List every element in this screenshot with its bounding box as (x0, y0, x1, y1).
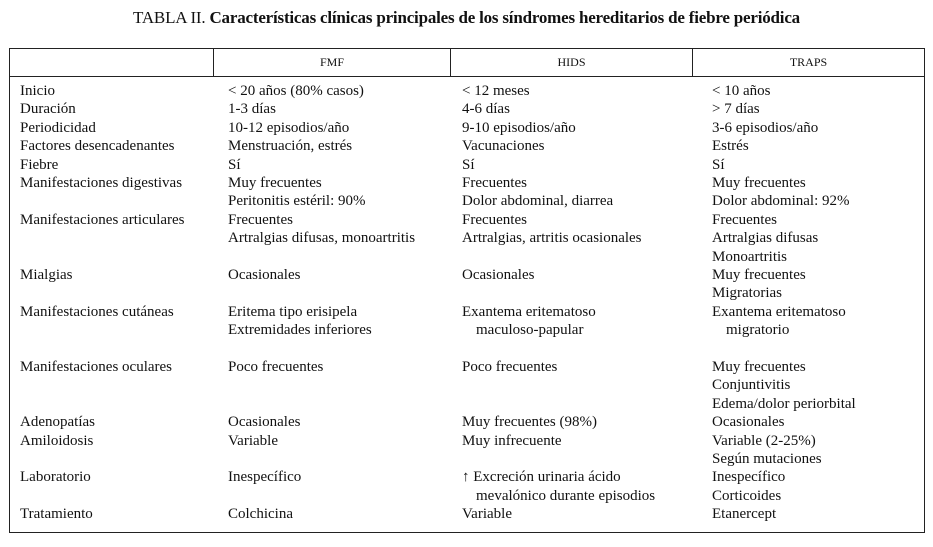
cell-line: Frecuentes (228, 211, 293, 228)
cell-traps (712, 505, 776, 523)
cell-line: Muy frecuentes (712, 174, 806, 191)
row-label-text: Manifestaciones articulares (20, 211, 185, 228)
cell-line: Muy frecuentes (228, 174, 322, 191)
row-label-text: Duración (20, 101, 76, 118)
row-label-text: Mialgias (20, 266, 73, 283)
cell-line: Conjuntivitis (712, 377, 791, 394)
row-label (20, 303, 174, 321)
cell-hids (462, 119, 576, 137)
table-row (10, 137, 924, 155)
cell-line: migratorio (726, 322, 790, 339)
cell-line: Ocasionales (462, 266, 535, 283)
table-row (10, 432, 924, 469)
cell-line: 10-12 episodios/año (228, 119, 350, 136)
cell-fmf (228, 413, 300, 431)
cell-line: Sí (462, 156, 475, 173)
row-label-text: Periodicidad (20, 119, 96, 136)
cell-hids (462, 358, 557, 376)
cell-line: < 20 años (80% casos) (228, 83, 364, 99)
cell-line: Variable (2-25%) (712, 432, 816, 449)
row-label-text: Inicio (20, 83, 55, 99)
cell-traps (712, 100, 760, 118)
cell-hids (462, 174, 613, 211)
cell-line: Menstruación, estrés (228, 138, 353, 155)
table-row (10, 468, 924, 505)
cell-line: Artralgias, artritis ocasionales (462, 230, 642, 247)
cell-line: ↑ Excreción urinaria ácido (462, 469, 621, 486)
cell-line: Variable (462, 506, 512, 523)
cell-traps (712, 119, 818, 137)
cell-line: Muy frecuentes (712, 358, 806, 375)
row-label (20, 358, 172, 376)
cell-traps (712, 413, 784, 431)
cell-line: Poco frecuentes (228, 358, 324, 375)
cell-fmf (228, 505, 293, 523)
row-label (20, 137, 175, 155)
table-header (10, 49, 924, 77)
cell-fmf (228, 137, 352, 155)
cell-hids (462, 505, 512, 523)
table-row (10, 174, 924, 211)
row-label-text: Amiloidosis (20, 432, 94, 449)
cell-line: Según mutaciones (712, 450, 822, 467)
cell-hids (462, 432, 562, 450)
table-row (10, 413, 924, 431)
cell-traps (712, 174, 849, 211)
table-row (10, 266, 924, 303)
cell-line: Etanercept (712, 506, 777, 523)
cell-hids (462, 156, 475, 174)
cell-line: Ocasionales (228, 266, 301, 283)
cell-line: Edema/dolor periorbital (712, 395, 856, 412)
cell-line: Exantema eritematoso (462, 303, 596, 320)
cell-fmf (228, 266, 300, 284)
cell-traps (712, 432, 822, 469)
cell-line: 1-3 días (228, 101, 276, 118)
cell-line: Variable (228, 432, 278, 449)
cell-line: Extremidades inferiores (228, 322, 372, 339)
header-fmf: FMF (319, 55, 345, 69)
header-traps: TRAPS (789, 55, 828, 69)
cell-fmf (228, 100, 276, 118)
cell-line: Ocasionales (228, 414, 301, 431)
cell-fmf (228, 358, 323, 376)
cell-fmf (228, 432, 278, 450)
cell-line: Poco frecuentes (462, 358, 558, 375)
cell-hids (462, 211, 642, 248)
cell-line: Vacunaciones (462, 138, 545, 155)
row-label-text: Manifestaciones cutáneas (20, 303, 174, 320)
cell-fmf (228, 468, 301, 486)
row-label-text: Laboratorio (20, 469, 91, 486)
table-title (0, 8, 933, 28)
cell-line: < 10 años (712, 83, 771, 99)
cell-line: Muy frecuentes (712, 266, 806, 283)
cell-hids (462, 100, 510, 118)
table (9, 48, 925, 533)
table-row (10, 156, 924, 174)
row-label-text: Adenopatías (20, 414, 95, 431)
cell-fmf (228, 303, 372, 340)
cell-traps (712, 137, 749, 155)
cell-line: maculoso-papular (476, 322, 584, 339)
header-empty (10, 49, 213, 76)
table-row (10, 211, 924, 266)
cell-traps (712, 211, 818, 266)
row-label (20, 82, 55, 100)
row-label-text: Tratamiento (20, 506, 93, 523)
cell-line: Inespecífico (712, 469, 786, 486)
cell-line: Frecuentes (462, 211, 527, 228)
row-label (20, 100, 76, 118)
cell-line: Muy frecuentes (98%) (462, 414, 597, 431)
row-label (20, 468, 91, 486)
cell-traps (712, 303, 846, 340)
cell-line: Muy infrecuente (462, 432, 562, 449)
row-label-text: Fiebre (20, 156, 59, 173)
table-caption: Características clínicas principales de los síndromes hereditarios de fiebre periódica (209, 8, 800, 27)
cell-line: Ocasionales (712, 414, 785, 431)
table-row (10, 82, 924, 100)
table-row (10, 100, 924, 118)
cell-line: Exantema eritematoso (712, 303, 846, 320)
cell-traps (712, 468, 785, 505)
table-row (10, 505, 924, 523)
row-label (20, 211, 185, 229)
row-label-text: Manifestaciones digestivas (20, 174, 183, 191)
cell-line: Migratorias (712, 285, 782, 302)
cell-line: Artralgias difusas, monoartritis (228, 230, 416, 247)
cell-line: 9-10 episodios/año (462, 119, 576, 136)
row-label (20, 413, 95, 431)
cell-line: Eritema tipo erisipela (228, 303, 358, 320)
cell-traps (712, 358, 856, 413)
cell-line: < 12 meses (462, 83, 530, 99)
row-label-text: Factores desencadenantes (20, 138, 175, 155)
cell-line: Sí (228, 156, 241, 173)
row-label-text: Manifestaciones oculares (20, 358, 173, 375)
cell-fmf (228, 174, 365, 211)
table-row (10, 358, 924, 413)
row-label (20, 505, 93, 523)
cell-line: Corticoides (712, 487, 782, 504)
row-label (20, 156, 58, 174)
cell-hids (462, 82, 530, 100)
cell-line: Dolor abdominal: 92% (712, 193, 850, 210)
row-label (20, 432, 93, 450)
cell-hids (462, 137, 544, 155)
cell-fmf (228, 156, 241, 174)
cell-traps (712, 156, 725, 174)
cell-hids (462, 303, 596, 340)
cell-traps (712, 82, 770, 100)
cell-line: > 7 días (712, 101, 760, 118)
cell-fmf (228, 211, 415, 248)
table-row (10, 303, 924, 358)
row-label (20, 174, 182, 192)
cell-line: Colchicina (228, 506, 293, 523)
header-hids: HIDS (557, 55, 586, 69)
row-label (20, 266, 73, 284)
cell-hids (462, 468, 655, 505)
cell-fmf (228, 119, 349, 137)
cell-hids (462, 413, 597, 431)
cell-line: Estrés (712, 138, 749, 155)
cell-line: Sí (712, 156, 725, 173)
table-body (10, 82, 924, 523)
cell-line: Inespecífico (228, 469, 302, 486)
cell-line: Dolor abdominal, diarrea (462, 193, 614, 210)
table-number: TABLA II. (133, 8, 206, 27)
cell-line: Peritonitis estéril: 90% (228, 193, 366, 210)
cell-line: Monoartritis (712, 248, 787, 265)
cell-line: Artralgias difusas (712, 230, 819, 247)
cell-traps (712, 266, 806, 303)
cell-line: Frecuentes (712, 211, 777, 228)
cell-line: 3-6 episodios/año (712, 119, 819, 136)
cell-fmf (228, 82, 364, 100)
cell-line: Frecuentes (462, 174, 527, 191)
cell-line: mevalónico durante episodios (476, 487, 656, 504)
cell-hids (462, 266, 534, 284)
cell-line: 4-6 días (462, 101, 510, 118)
row-label (20, 119, 96, 137)
table-row (10, 119, 924, 137)
